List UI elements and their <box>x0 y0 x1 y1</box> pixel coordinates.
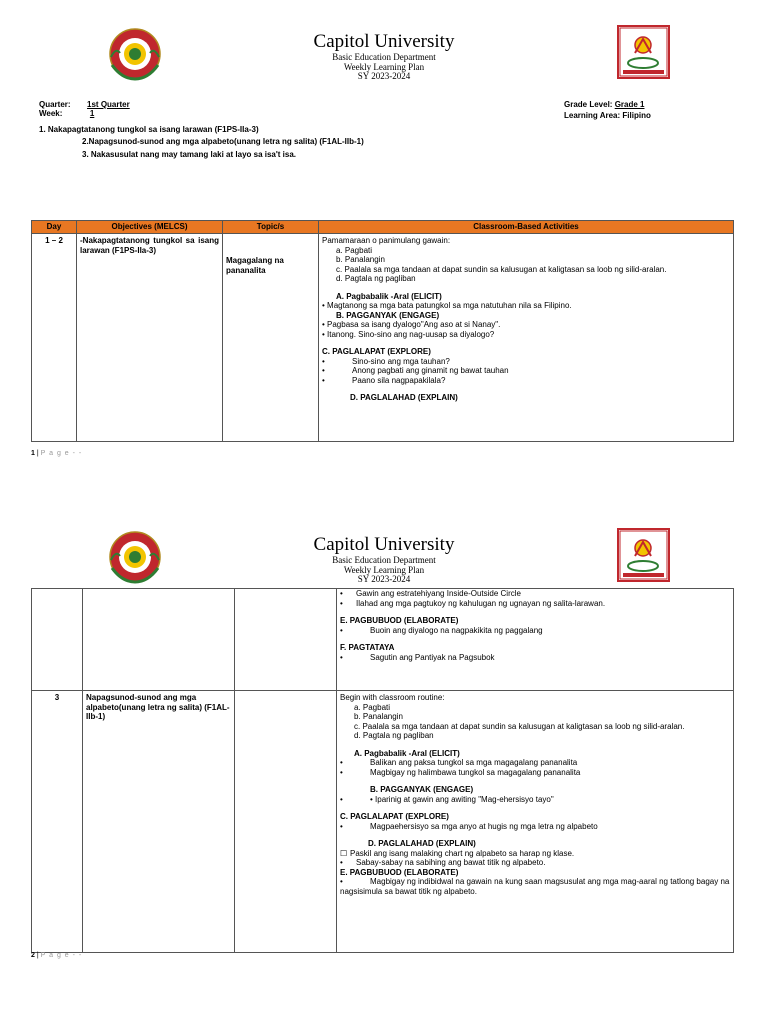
weekly-plan-table-continued <box>31 588 734 953</box>
section-heading: C. PAGLALAPAT (EXPLORE) <box>322 347 431 356</box>
activity-line: b. Panalangin <box>354 712 403 721</box>
objective-2: 2.Napagsunod-sunod ang mga alpabeto(unang letra ng salita) (F1AL-IIb-1) <box>82 137 364 146</box>
bullet-item: • Sabay-sabay na sabihing ang bawat titik ng alpabeto. <box>340 858 546 867</box>
page-footer-1: 1 | P a g e - - <box>31 450 83 457</box>
table-header-row <box>32 221 734 234</box>
weekly-plan-table <box>31 220 734 442</box>
bullet-item: • Magpaehersisyo sa mga anyo at hugis ng mga letra ng alpabeto <box>340 821 598 831</box>
header-topics: Topic/s <box>223 221 319 234</box>
section-heading: D. PAGLALAHAD (EXPLAIN) <box>350 393 458 402</box>
section-heading: B. PAGGANYAK (ENGAGE) <box>336 310 440 320</box>
activity-line: • Pagbasa sa isang dyalogo"Ang aso at si Nanay". <box>322 320 501 329</box>
activity-line: nagsisimula sa bawat titik ng alpabeto. <box>340 886 477 896</box>
table-row <box>32 691 734 953</box>
bullet-item: • Gawin ang estratehiyang Inside-Outside Circle <box>340 589 521 598</box>
section-heading: F. PAGTATAYA <box>340 643 395 652</box>
university-name: Capitol University <box>313 31 455 52</box>
section-heading: A. Pagbabalik -Aral (ELICIT) <box>354 748 460 758</box>
area-value: Filipino <box>622 111 651 120</box>
row2-topic <box>235 691 337 953</box>
page-header <box>0 534 768 585</box>
row2-objective: Napagsunod-sunod ang mga alpabeto(unang letra ng salita) (F1AL-IIb-1) <box>83 691 235 953</box>
header-day: Day <box>32 221 77 234</box>
row2-activities <box>337 691 734 953</box>
page-2 <box>0 505 768 1024</box>
bullet-item: • Magbigay ng indibidwal na gawain na kung saan magsusulat ang mga mag-aaral ng tatlong bagay na <box>340 877 730 886</box>
row1-day: 1 – 2 <box>32 234 77 442</box>
week-label: Week: <box>39 109 63 118</box>
table-row <box>32 234 734 442</box>
section-heading: C. PAGLALAPAT (EXPLORE) <box>340 812 449 821</box>
activity-line: • Itanong. Sino-sino ang nag-uusap sa diyalogo? <box>322 329 495 339</box>
bullet-item: • Ilahad ang mga pagtukoy ng kahulugan ng ugnayan ng salita-larawan. <box>340 598 606 608</box>
school-year: SY 2023-2024 <box>357 574 411 584</box>
row1-activities-continued <box>337 589 734 691</box>
quarter-label: Quarter: <box>39 100 71 109</box>
section-heading: D. PAGLALAHAD (EXPLAIN) <box>368 839 476 848</box>
school-year: SY 2023-2024 <box>357 71 411 81</box>
grade-row <box>564 100 645 109</box>
header-objectives: Objectives (MELCS) <box>77 221 223 234</box>
area-row <box>564 111 651 120</box>
activity-line: Pamamaraan o panimulang gawain: <box>322 236 451 245</box>
section-heading: E. PAGBUBUOD (ELABORATE) <box>340 616 459 625</box>
row1-objective: -Nakapagtatanong tungkol sa isang larawan (F1PS-IIa-3) <box>77 234 223 442</box>
bullet-item: • Sino-sino ang mga tauhan? <box>322 356 450 366</box>
header-activities: Classroom-Based Activities <box>319 221 734 234</box>
section-heading: A. Pagbabalik -Aral (ELICIT) <box>336 291 442 301</box>
page-header <box>0 31 768 82</box>
plan-title: Weekly Learning Plan <box>343 564 425 575</box>
grade-label: Grade Level: <box>564 100 613 109</box>
bullet-item: • Magbigay ng halimbawa tungkol sa magagalang pananalita <box>340 767 581 777</box>
bullet-item: • Paano sila nagpapakilala? <box>322 375 446 385</box>
activity-line: d. Pagtala ng pagliban <box>336 274 416 283</box>
plan-title: Weekly Learning Plan <box>343 61 425 72</box>
activity-line: c. Paalala sa mga tandaan at dapat sundin sa kalusugan at kaligtasan sa loob ng silid-aralan. <box>336 264 667 274</box>
bullet-item: ☐ Paskil ang isang malaking chart ng alpabeto sa harap ng klase. <box>340 848 575 858</box>
row1-topic: Magagalang na pananalita <box>223 234 319 442</box>
row1-activities <box>319 234 734 442</box>
bullet-item: • Anong pagbati ang ginamit ng bawat tauhan <box>322 366 509 375</box>
activity-line: c. Paalala sa mga tandaan at dapat sundin sa kalusugan at kaligtasan sa loob ng silid-aralan. <box>354 721 685 731</box>
activity-line: Begin with classroom routine: <box>340 693 445 702</box>
activity-line: d. Pagtala ng pagliban <box>354 731 434 740</box>
university-name: Capitol University <box>313 534 455 555</box>
quarter-value: 1st Quarter <box>87 100 130 109</box>
quarter-row <box>39 100 130 109</box>
department-name: Basic Education Department <box>332 52 436 62</box>
table-row <box>32 589 734 691</box>
objective-3: 3. Nakasusulat nang may tamang laki at layo sa isa't isa. <box>82 150 296 159</box>
bullet-item: • Balikan ang paksa tungkol sa mga magagalang pananalita <box>340 758 578 767</box>
activity-line: a. Pagbati <box>354 702 391 712</box>
week-row <box>39 109 94 118</box>
grade-value: Grade 1 <box>614 100 645 109</box>
area-label: Learning Area: <box>564 111 621 120</box>
activity-line: a. Pagbati <box>336 245 373 255</box>
section-heading: B. PAGGANYAK (ENGAGE) <box>370 785 474 794</box>
row2-day: 3 <box>32 691 83 953</box>
section-heading: E. PAGBUBUOD (ELABORATE) <box>340 867 459 877</box>
bullet-item: • • Iparinig at gawin ang awiting "Mag-ehersisyo tayo" <box>340 794 554 804</box>
activity-line: • Magtanong sa mga bata patungkol sa mga natutuhan nila sa Filipino. <box>322 301 572 310</box>
activity-line: b. Panalangin <box>336 255 385 264</box>
objective-1: 1. Nakapagtatanong tungkol sa isang larawan (F1PS-IIa-3) <box>39 125 259 134</box>
page-1 <box>0 0 768 470</box>
week-value: 1 <box>89 109 95 118</box>
bullet-item: • Sagutin ang Pantiyak na Pagsubok <box>340 652 495 662</box>
page-footer-2: 2 | P a g e - - <box>31 952 83 959</box>
department-name: Basic Education Department <box>332 555 436 565</box>
bullet-item: • Buoin ang diyalogo na nagpakikita ng paggalang <box>340 625 543 635</box>
